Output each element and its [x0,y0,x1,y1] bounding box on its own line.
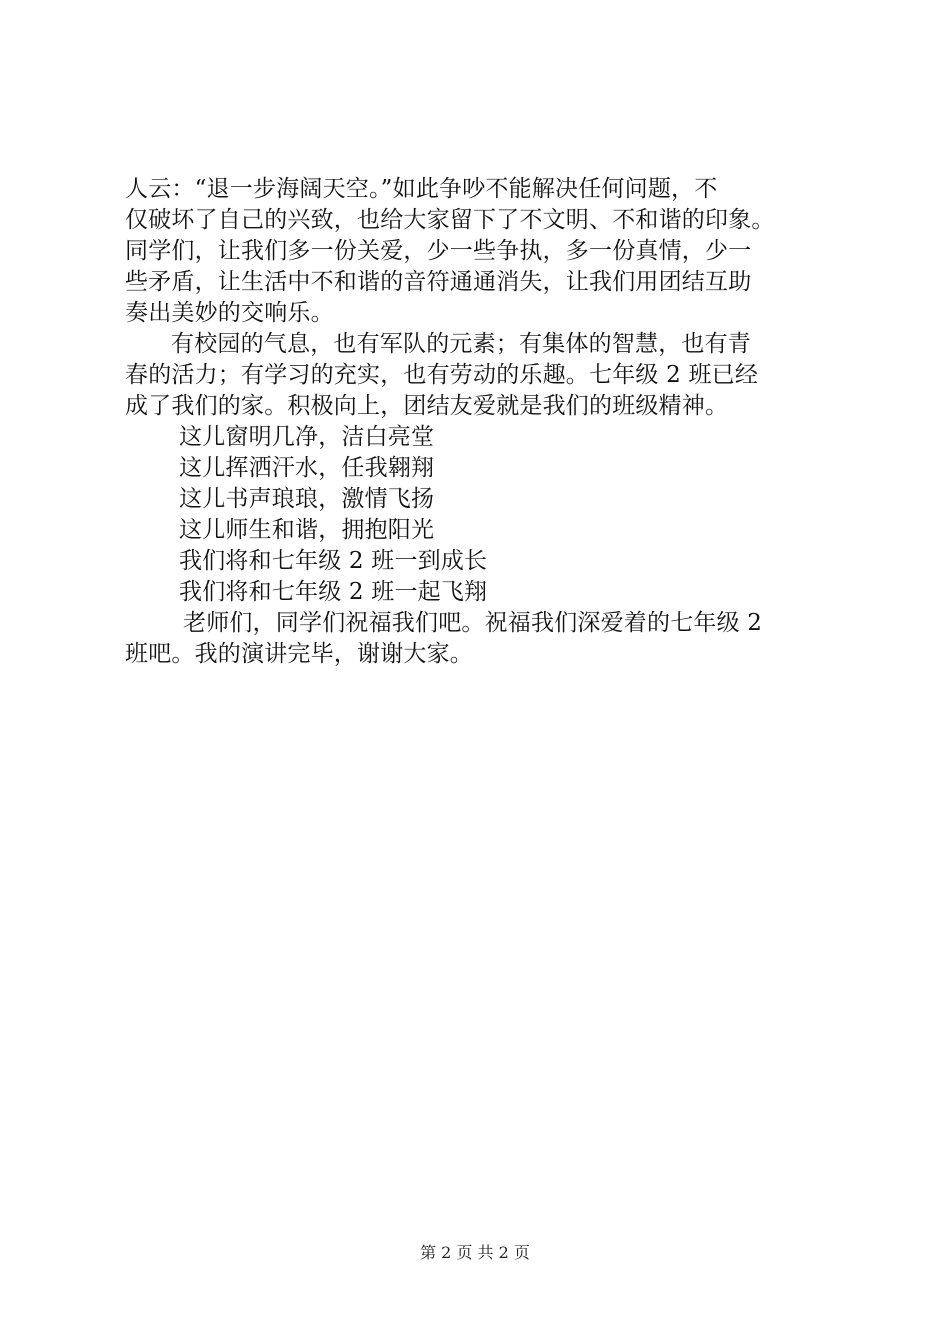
verse-line: 这儿师生和谐，拥抱阳光 [179,517,435,543]
text-line: 成了我们的家。积极向上，团结友爱就是我们的班级精神。 [125,393,729,419]
verse-line: 我们将和七年级 2 班一起飞翔 [179,579,488,605]
text-line: 奏出美妙的交响乐。 [125,300,334,326]
verse-line: 这儿书声琅琅，激情飞扬 [179,486,435,512]
text-line: 春的活力；有学习的充实，也有劳动的乐趣。七年级 2 班已经 [125,362,759,388]
verse-block [125,422,835,608]
paragraph-1 [125,174,835,329]
text-line: 老师们，同学们祝福我们吧。祝福我们深爱着的七年级 2 [183,610,763,636]
paragraph-2 [125,329,835,422]
text-line: 仅破坏了自己的兴致，也给大家留下了不文明、不和谐的印象。 [125,207,775,233]
closing-paragraph [125,608,835,670]
page-number-label: 第 2 页 共 2 页 [420,1243,530,1262]
text-line: 班吧。我的演讲完毕，谢谢大家。 [125,641,473,667]
text-line: 些矛盾，让生活中不和谐的音符通通消失，让我们用团结互助 [125,269,752,295]
text-line: 有校园的气息，也有军队的元素；有集体的智慧，也有青 [171,331,751,357]
verse-line: 这儿挥洒汗水，任我翱翔 [179,455,435,481]
verse-line: 这儿窗明几净，洁白亮堂 [179,424,435,450]
document-body [125,174,835,670]
verse-line: 我们将和七年级 2 班一到成长 [179,548,488,574]
page-footer [0,1243,950,1263]
text-line: 人云：“退一步海阔天空。”如此争吵不能解决任何问题，不 [125,176,718,202]
text-line: 同学们，让我们多一份关爱，少一些争执，多一份真情，少一 [125,238,752,264]
